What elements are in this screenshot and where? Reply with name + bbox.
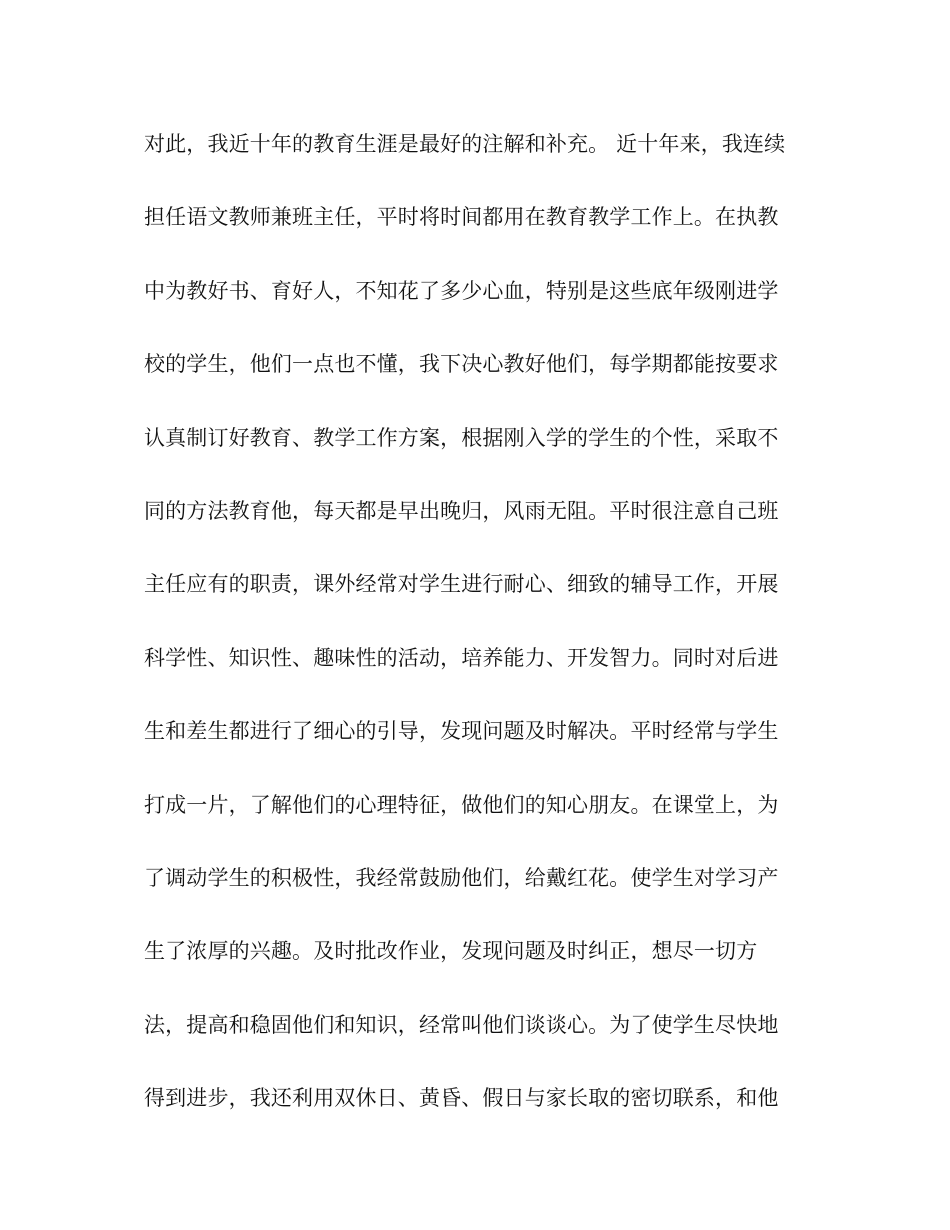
text-line: 同的方法教育他，每天都是早出晚归，风雨无阻。平时很注意自己班	[144, 498, 779, 523]
text-line: 生和差生都进行了细心的引导，发现问题及时解决。平时经常与学生	[144, 719, 779, 744]
text-line: 主任应有的职责，课外经常对学生进行耐心、细致的辅导工作，开展	[144, 572, 779, 597]
text-line: 中为教好书、育好人，不知花了多少心血，特别是这些底年级刚进学	[144, 278, 779, 303]
text-line: 打成一片，了解他们的心理特征，做他们的知心朋友。在课堂上，为	[144, 792, 779, 817]
text-line: 了调动学生的积极性，我经常鼓励他们，给戴红花。使学生对学习产	[144, 865, 779, 890]
text-line: 校的学生，他们一点也不懂，我下决心教好他们，每学期都能按要求	[144, 352, 779, 377]
text-line: 法，提高和稳固他们和知识，经常叫他们谈谈心。为了使学生尽快地	[144, 1012, 779, 1037]
text-line: 得到进步，我还利用双休日、黄昏、假日与家长取的密切联系，和他	[144, 1086, 779, 1111]
text-line: 担任语文教师兼班主任，平时将时间都用在教育教学工作上。在执教	[144, 205, 779, 230]
text-line: 对此，我近十年的教育生涯是最好的注解和补充。 近十年来，我连续	[144, 132, 786, 156]
body-paragraph	[144, 124, 824, 1151]
text-line: 生了浓厚的兴趣。及时批改作业，发现问题及时纠正，想尽一切方	[144, 939, 758, 964]
text-line: 科学性、知识性、趣味性的活动，培养能力、开发智力。同时对后进	[144, 645, 779, 670]
text-line: 认真制订好教育、教学工作方案，根据刚入学的学生的个性，采取不	[144, 425, 779, 450]
